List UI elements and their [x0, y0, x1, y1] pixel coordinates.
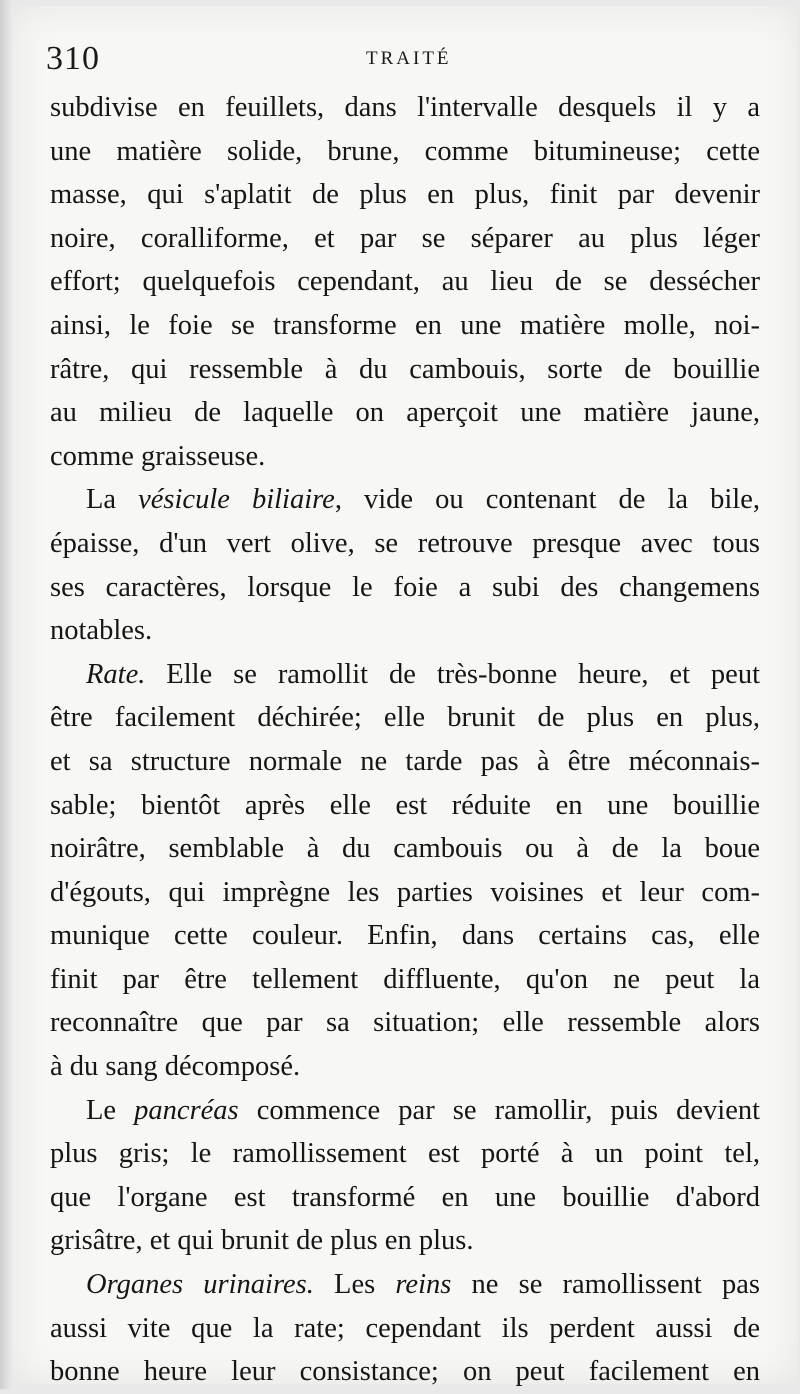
text-run: , vide ou contenant de la bile, [334, 484, 760, 516]
text-line: d'égouts, qui imprègne les parties voisines et leur com- [50, 876, 760, 908]
text-line: comme graisseuse. [50, 440, 266, 472]
text-run: commence par se ramollir, puis devient [238, 1094, 760, 1126]
text-line: munique cette couleur. Enfin, dans certains cas, elle [50, 920, 760, 952]
text-line: ainsi, le foie se transforme en une matière molle, noi- [50, 309, 760, 341]
italic-term: reins [395, 1269, 452, 1301]
text-line: et sa structure normale ne tarde pas à être méconnais- [50, 745, 760, 777]
text-line: finit par être tellement diffluente, qu'on ne peut la [50, 963, 760, 995]
text-run: ne se ramollissent pas [451, 1269, 760, 1301]
text-line: masse, qui s'aplatit de plus en plus, finit par devenir [50, 179, 760, 211]
page-number: 310 [46, 40, 100, 77]
page-edge-shadow [0, 0, 12, 1389]
text-line: à du sang décomposé. [50, 1051, 301, 1083]
text-line: reconnaître que par sa situation; elle ressemble alors [50, 1007, 760, 1039]
text-line: notables. [50, 615, 153, 647]
running-title: TRAITÉ [366, 48, 452, 69]
italic-term: pancréas [134, 1094, 239, 1126]
text-line: au milieu de laquelle on aperçoit une matière jaune, [50, 397, 760, 429]
text-line: noire, coralliforme, et par se séparer au plus léger [50, 222, 760, 254]
paragraph-first-line [50, 1263, 760, 1307]
paragraph-first-line [50, 478, 760, 522]
text-line: effort; quelquefois cependant, au lieu de se dessécher [50, 266, 760, 298]
italic-term: vésicule biliaire [138, 484, 335, 516]
text-line: ses caractères, lorsque le foie a subi des changemens [50, 571, 760, 603]
italic-term: Organes urinaires. [86, 1269, 314, 1301]
text-line: noirâtre, semblable à du cambouis ou à de la boue [50, 833, 760, 865]
text-line: subdivise en feuillets, dans l'intervalle desquels il y a [50, 92, 760, 123]
text-line: aussi vite que la rate; cependant ils perdent aussi de [50, 1312, 760, 1344]
text-line: plus gris; le ramollissement est porté à un point tel, [50, 1138, 760, 1170]
text-line: une matière solide, brune, comme bitumineuse; cette [50, 135, 760, 167]
text-line: grisâtre, et qui brunit de plus en plus. [50, 1225, 474, 1257]
text-run: Elle se ramollit de très-bonne heure, et peut [145, 658, 760, 690]
text-line: sable; bientôt après elle est réduite en une bouillie [50, 789, 760, 821]
page-header [46, 34, 756, 84]
text-run: La [86, 484, 139, 516]
paragraph-first-line [50, 1089, 760, 1133]
text-line: épaisse, d'un vert olive, se retrouve presque avec tous [50, 527, 760, 559]
text-line: être facilement déchirée; elle brunit de plus en plus, [50, 702, 760, 734]
page-body-text [50, 86, 760, 1394]
paragraph-first-line [50, 653, 760, 697]
text-run: Les [313, 1269, 396, 1301]
text-line: râtre, qui ressemble à du cambouis, sorte de bouillie [50, 353, 760, 385]
italic-term: Rate. [86, 658, 146, 690]
text-line: que l'organe est transformé en une bouillie d'abord [50, 1181, 760, 1213]
text-line: bonne heure leur consistance; on peut facilement en [50, 1356, 760, 1388]
text-run: Le [86, 1094, 135, 1126]
